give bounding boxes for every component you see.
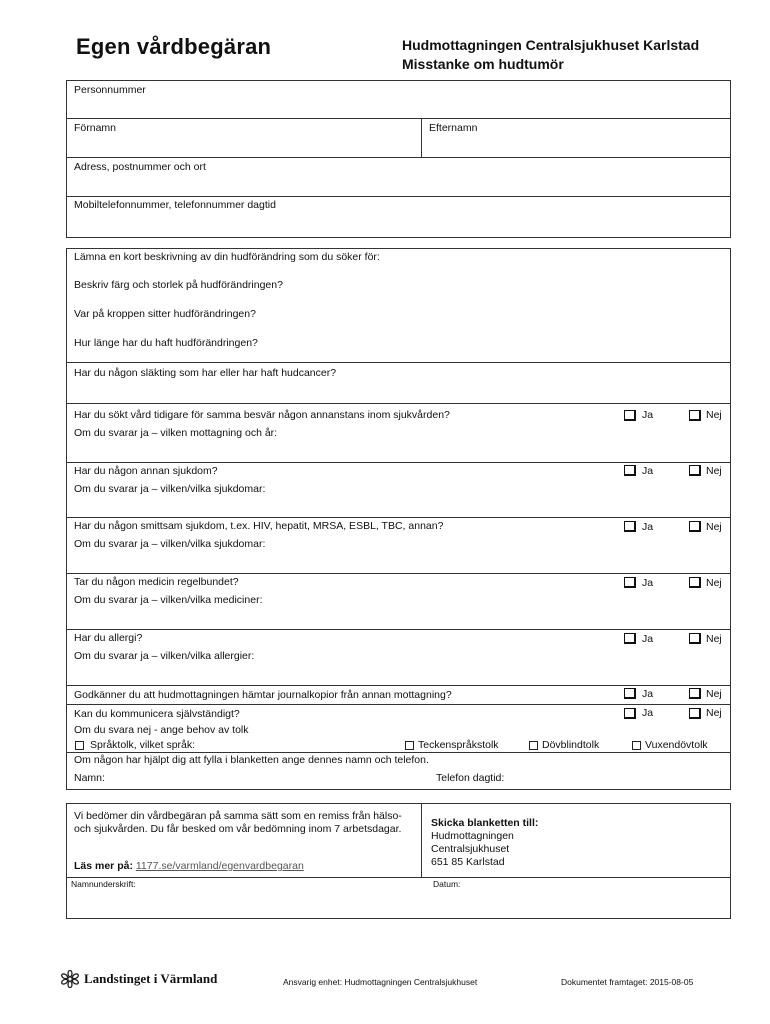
helper-name-field[interactable]: Namn: — [74, 772, 105, 784]
send-to-line2: Centralsjukhuset — [431, 843, 510, 855]
question-other-disease: Har du någon annan sjukdom? — [74, 465, 218, 477]
checkbox-vuxendovtolk[interactable] — [632, 741, 641, 750]
yes-label: Ja — [642, 409, 654, 421]
document-date: Dokumentet framtaget: 2015-08-05 — [561, 977, 694, 987]
label-sprakolk: Språktolk, vilket språk: — [90, 739, 196, 751]
checkbox-yes[interactable] — [624, 708, 636, 719]
assessment-info: Vi bedömer din vårdbegäran på samma sätt som en remiss från hälso- och sjukvården. Du får besked om vår bedömning inom 7 arbetsdagar. — [74, 810, 402, 835]
question-relative-cancer[interactable]: Har du någon släkting som har eller har haft hudcancer? — [74, 367, 337, 379]
send-to-title: Skicka blanketten till: — [431, 817, 539, 829]
personal-info-section — [66, 80, 731, 238]
checkbox-yes[interactable] — [624, 465, 636, 476]
label-teckensprakstolk: Teckenspråkstolk — [418, 739, 499, 751]
send-to-line3: 651 85 Karlstad — [431, 856, 505, 868]
checkbox-dovblindtolk[interactable] — [529, 741, 538, 750]
checkbox-no[interactable] — [689, 577, 701, 588]
yes-label: Ja — [642, 577, 654, 589]
info-link[interactable]: 1177.se/varmland/egenvardbegaran — [135, 860, 304, 872]
date-field[interactable]: Datum: — [433, 879, 461, 889]
question-communicate: Kan du kommunicera självständigt? — [74, 708, 240, 720]
checkbox-no[interactable] — [689, 633, 701, 644]
flower-logo-icon — [60, 970, 80, 988]
yes-label: Ja — [642, 521, 654, 533]
checkbox-sprakolk[interactable] — [75, 741, 84, 750]
question-previous-care-sub[interactable]: Om du svarar ja – vilken mottagning och år: — [74, 427, 278, 439]
checkbox-yes[interactable] — [624, 521, 636, 532]
clinic-header — [402, 36, 699, 74]
no-label: Nej — [706, 521, 722, 533]
interpreter-instruction: Om du svara nej - ange behov av tolk — [74, 724, 249, 736]
label-vuxendovtolk: Vuxendövtolk — [645, 739, 708, 751]
yes-label: Ja — [642, 633, 654, 645]
no-label: Nej — [706, 577, 722, 589]
no-label: Nej — [706, 707, 722, 719]
question-medication-sub[interactable]: Om du svarar ja – vilken/vilka mediciner: — [74, 594, 263, 606]
send-to-line1: Hudmottagningen — [431, 830, 514, 842]
fornamn-field[interactable]: Förnamn — [74, 122, 117, 134]
checkbox-no[interactable] — [689, 688, 701, 699]
question-allergy-sub[interactable]: Om du svarar ja – vilken/vilka allergier: — [74, 650, 255, 662]
checkbox-no[interactable] — [689, 708, 701, 719]
no-label: Nej — [706, 633, 722, 645]
signature-field[interactable]: Namnunderskrift: — [71, 879, 136, 889]
label-dovblindtolk: Dövblindtolk — [542, 739, 600, 751]
phone-field[interactable]: Mobiltelefonnummer, telefonnummer dagtid — [74, 199, 276, 211]
checkbox-yes[interactable] — [624, 410, 636, 421]
no-label: Nej — [706, 465, 722, 477]
read-more — [74, 860, 304, 872]
yes-label: Ja — [642, 707, 654, 719]
read-more-label: Läs mer på: — [74, 860, 133, 872]
description-intro: Lämna en kort beskrivning av din hudförändring som du söker för: — [74, 251, 380, 263]
helper-instruction: Om någon har hjälpt dig att fylla i blanketten ange dennes namn och telefon. — [74, 754, 429, 766]
clinic-name: Hudmottagningen Centralsjukhuset Karlstad — [402, 37, 700, 53]
checkbox-no[interactable] — [689, 521, 701, 532]
personnummer-field[interactable]: Personnummer — [74, 84, 146, 96]
question-medication: Tar du någon medicin regelbundet? — [74, 576, 239, 588]
question-color-size[interactable]: Beskriv färg och storlek på hudförändringen? — [74, 279, 283, 291]
region-logo-text: Landstinget i Värmland — [84, 971, 218, 986]
no-label: Nej — [706, 688, 722, 700]
checkbox-no[interactable] — [689, 465, 701, 476]
no-label: Nej — [706, 409, 722, 421]
checkbox-yes[interactable] — [624, 633, 636, 644]
send-to-address — [431, 817, 538, 869]
checkbox-yes[interactable] — [624, 577, 636, 588]
checkbox-no[interactable] — [689, 410, 701, 421]
question-other-disease-sub[interactable]: Om du svarar ja – vilken/vilka sjukdomar: — [74, 483, 266, 495]
yes-label: Ja — [642, 465, 654, 477]
question-duration[interactable]: Hur länge har du haft hudförändringen? — [74, 337, 258, 349]
question-contagious-disease-sub[interactable]: Om du svarar ja – vilken/vilka sjukdomar: — [74, 538, 266, 550]
helper-phone-field[interactable]: Telefon dagtid: — [436, 772, 505, 784]
question-body-location[interactable]: Var på kroppen sitter hudförändringen? — [74, 308, 256, 320]
checkbox-teckensprakstolk[interactable] — [405, 741, 414, 750]
region-logo — [60, 970, 217, 988]
yes-label: Ja — [642, 688, 654, 700]
question-previous-care: Har du sökt vård tidigare för samma besvär någon annanstans inom sjukvården? — [74, 409, 450, 421]
question-contagious-disease: Har du någon smittsam sjukdom, t.ex. HIV, hepatit, MRSA, ESBL, TBC, annan? — [74, 520, 444, 532]
checkbox-yes[interactable] — [624, 688, 636, 699]
form-title: Egen vårdbegäran — [76, 34, 272, 59]
responsible-unit: Ansvarig enhet: Hudmottagningen Centralsjukhuset — [283, 977, 478, 987]
question-allergy: Har du allergi? — [74, 632, 143, 644]
form-subtitle: Misstanke om hudtumör — [402, 56, 564, 72]
question-journal-consent: Godkänner du att hudmottagningen hämtar journalkopior från annan mottagning? — [74, 689, 452, 701]
address-field[interactable]: Adress, postnummer och ort — [74, 161, 206, 173]
efternamn-field[interactable]: Efternamn — [429, 122, 478, 134]
